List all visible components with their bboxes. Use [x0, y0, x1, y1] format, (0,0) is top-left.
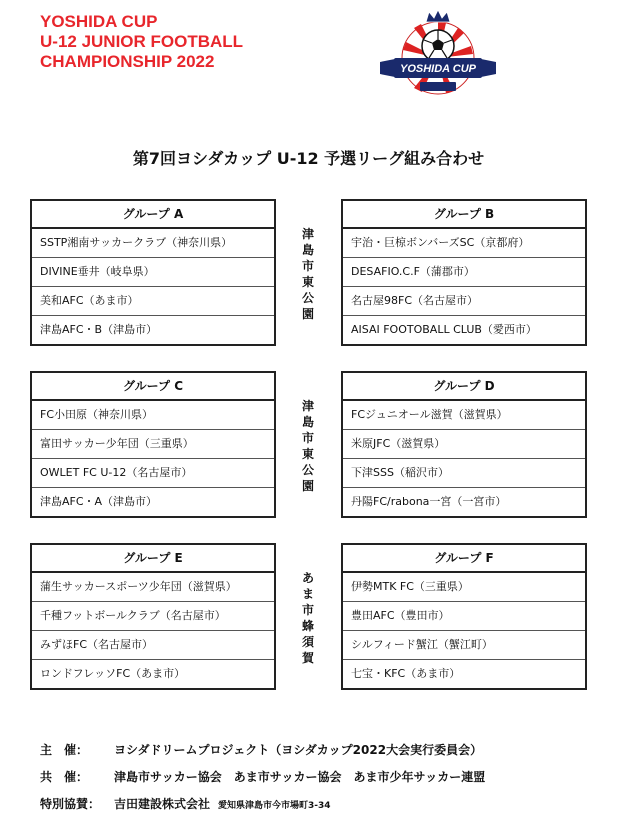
- team-row: SSTP湘南サッカークラブ（神奈川県）: [32, 229, 274, 258]
- title-line-2: U-12 JUNIOR FOOTBALL: [40, 32, 244, 51]
- group-c-table: [30, 371, 276, 518]
- sponsor-label: 特別協賛：: [40, 797, 101, 811]
- team-row: OWLET FC U-12（名古屋市）: [32, 459, 274, 488]
- team-row: 宇治・巨椋ボンバーズSC（京都府）: [343, 229, 585, 258]
- team-row: 七宝・KFC（あま市）: [351, 667, 461, 680]
- team-row: 下津SSS（稲沢市）: [343, 459, 585, 488]
- title-line-1: YOSHIDA CUP: [40, 12, 158, 31]
- soccer-ball-icon: [422, 30, 454, 62]
- team-row: 美和AFC（あま市）: [32, 287, 274, 316]
- page-title: [40, 12, 243, 72]
- sponsor-value: 吉田建設株式会社: [114, 797, 211, 811]
- team-row: FCジュニオール滋賀（滋賀県）: [343, 401, 585, 430]
- team-row: 津島AFC・A（津島市）: [40, 495, 158, 508]
- team-row: 富田サッカー少年団（三重県）: [32, 430, 274, 459]
- team-row: FC小田原（神奈川県）: [32, 401, 274, 430]
- group-b-table: [341, 199, 587, 346]
- host-label: 主 催：: [40, 743, 89, 757]
- footer-cohost: [40, 768, 485, 785]
- team-row: ロンドフレッソFC（あま市）: [40, 667, 186, 680]
- team-row: シルフィード蟹江（蟹江町）: [343, 631, 585, 660]
- title-line-3: CHAMPIONSHIP 2022: [40, 52, 215, 71]
- group-header: グループ A: [32, 201, 274, 229]
- crown-icon: [426, 10, 450, 22]
- cohost-label: 共 催：: [40, 770, 89, 784]
- team-row: DIVINE垂井（岐阜県）: [32, 258, 274, 287]
- group-header: グループ B: [343, 201, 585, 229]
- team-row: 千種フットボールクラブ（名古屋市）: [32, 602, 274, 631]
- footer-sponsor: [40, 795, 331, 812]
- venue-1: 津 島 市 東 公 園: [301, 227, 314, 321]
- team-row: 津島AFC・B（津島市）: [40, 323, 158, 336]
- team-row: 名古屋98FC（名古屋市）: [343, 287, 585, 316]
- team-row: 米原JFC（滋賀県）: [343, 430, 585, 459]
- group-header: グループ C: [32, 373, 274, 401]
- team-row: AISAI FOOTOBALL CLUB（愛西市）: [351, 323, 537, 336]
- footer-host: [40, 741, 482, 758]
- logo-text: YOSHIDA CUP: [400, 63, 476, 75]
- group-d-table: [341, 371, 587, 518]
- team-row: DESAFIO.C.F（蒲郡市）: [343, 258, 585, 287]
- team-row: 伊勢MTK FC（三重県）: [343, 573, 585, 602]
- team-row: 丹陽FC/rabona一宮（一宮市）: [351, 495, 507, 508]
- host-value: ヨシダドリームプロジェクト（ヨシダカップ2022大会実行委員会）: [114, 743, 483, 757]
- venue-3: あ ま 市 蜂 須 賀: [301, 571, 314, 665]
- cohost-value: 津島市サッカー協会 あま市サッカー協会 あま市少年サッカー連盟: [114, 770, 486, 784]
- team-row: 蒲生サッカースポーツ少年団（滋賀県）: [32, 573, 274, 602]
- group-header: グループ D: [343, 373, 585, 401]
- venue-2: 津 島 市 東 公 園: [301, 399, 314, 493]
- team-row: 豊田AFC（豊田市）: [343, 602, 585, 631]
- group-header: グループ E: [32, 545, 274, 573]
- group-e-table: [30, 543, 276, 690]
- sponsor-address: 愛知県津島市今市場町3-34: [218, 801, 331, 811]
- logo-banner: [380, 58, 496, 78]
- team-row: みずほFC（名古屋市）: [32, 631, 274, 660]
- group-header: グループ F: [343, 545, 585, 573]
- group-a-table: [30, 199, 276, 346]
- group-f-table: [341, 543, 587, 690]
- yoshida-cup-logo: [376, 8, 500, 104]
- schedule-heading: 第7回ヨシダカップ U-12 予選リーグ組み合わせ: [132, 149, 485, 168]
